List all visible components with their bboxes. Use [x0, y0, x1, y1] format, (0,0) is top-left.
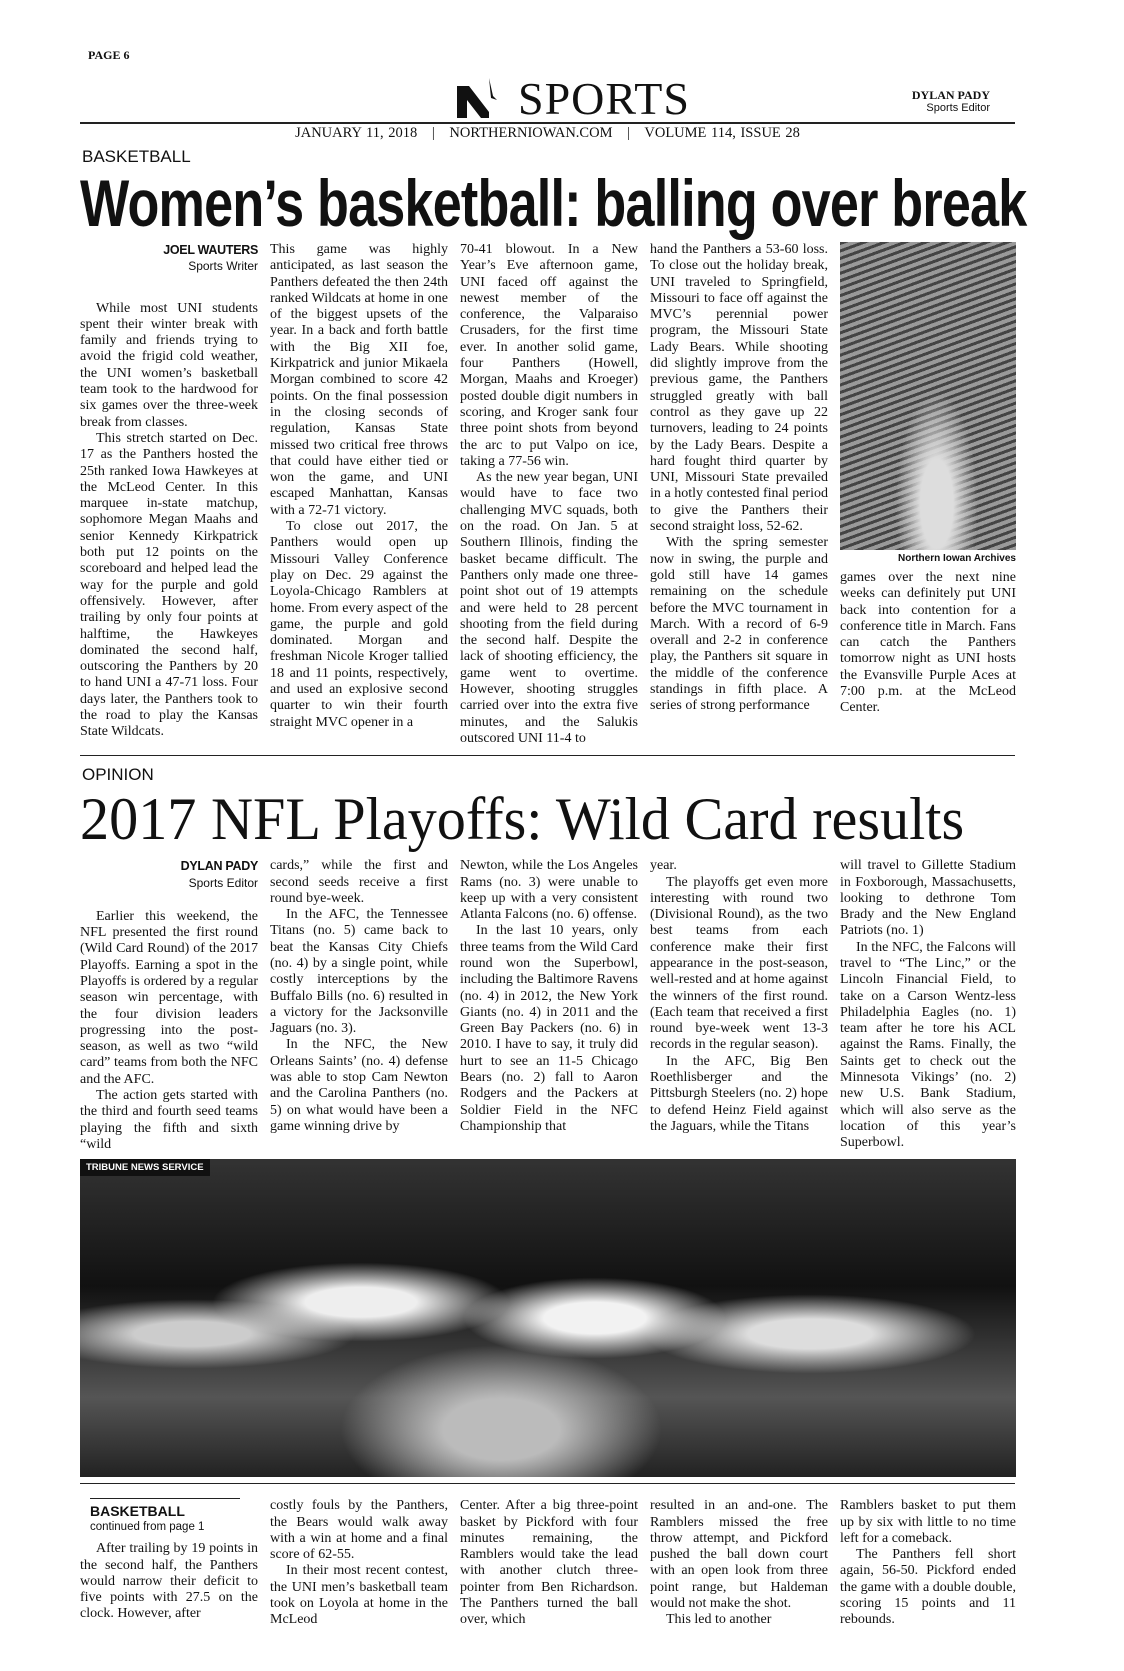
editor-name: DYLAN PADY — [911, 88, 990, 102]
dateline — [80, 124, 1015, 142]
article-column — [270, 1498, 448, 1628]
separator: | — [627, 125, 630, 141]
article-column — [270, 242, 448, 731]
article-column — [840, 242, 1016, 717]
author-role: Sports Writer — [188, 259, 258, 274]
paragraph: The Panthers fell short again, 56-50. Pickford ended the game with a double double, scoring 15 points and 11 rebounds. — [840, 1547, 1016, 1628]
football-photo — [80, 1159, 1016, 1477]
article-column — [460, 242, 638, 747]
paragraph: In the last 10 years, only three teams from the Wild Card round won the Superbowl, including the Baltimore Ravens (no. 4) in 2012, the New York Giants (no. 4) in 2011 and the Green Bay Packers (no. 6) in 2010. I have to say, it truly did hurt to see an 11-5 Chicago Bears (no. 2) fall to Aaron Rodgers and the Packers at Soldier Field in the NFC Championship that — [460, 923, 638, 1134]
paragraph: will travel to Gillette Stadium in Foxborough, Massachusetts, looking to dethrone Tom Brady and the New England Patriots (no. 1) — [840, 858, 1016, 939]
paragraph: With the spring semester now in swing, the purple and gold still have 14 games remaining on the schedule before the MVC tournament in March. With a record of 6-9 overall and 2-2 in conference play, the Panthers sit square in the middle of the conference standings in fifth place. A series of strong performance — [650, 535, 828, 714]
section-editor — [880, 88, 990, 115]
article-headline: Women’s basketball: balling over break — [80, 166, 1027, 240]
article-column — [460, 858, 638, 1135]
editor-role: Sports Editor — [926, 102, 990, 114]
jump-heading: BASKETBALL — [90, 1503, 185, 1520]
article-column — [270, 858, 448, 1135]
paragraph: This game was highly anticipated, as last season the Panthers defeated the then 24th ranked Wildcats at home in one of the biggest upsets of the year. In a back and forth battle with the Big XII foe, Kirkpatrick and junior Mikaela Morgan combined to score 42 points. On the final possession in the closing seconds of regulation, Kansas State missed two critical free throws that could have either tied or won the game, and UNI escaped Manhattan, Kansas with a 72-71 victory. — [270, 242, 448, 518]
headline-wrap — [80, 786, 1016, 854]
article-column — [840, 1498, 1016, 1628]
section-divider — [80, 755, 1015, 756]
paragraph: The action gets started with the third and fourth seed teams playing the fifth and sixth “wild — [80, 1088, 258, 1152]
volume-issue: VOLUME 114, ISSUE 28 — [644, 125, 800, 141]
paragraph: Earlier this weekend, the NFL presented the first round (Wild Card Round) of the 2017 Playoffs. Earning a spot in the Playoffs is ordered by a regular season win percentage, with the four division leaders progressing into the post-season, as well as two “wild card” teams from both the NFC and the AFC. — [80, 908, 258, 1087]
author-name: DYLAN PADY — [180, 859, 258, 874]
article-kicker: OPINION — [82, 765, 154, 785]
section-divider — [80, 1483, 1015, 1484]
paragraph: In their most recent contest, the UNI men’s basketball team took on Loyola at home in the McLeod — [270, 1563, 448, 1628]
paragraph: resulted in an and-one. The Ramblers missed the free throw attempt, and Pickford pushed the ball down court with an open look from three point range, but Haldeman would not make the shot. — [650, 1498, 828, 1612]
website-link[interactable]: NORTHERNIOWAN.COM — [449, 125, 613, 141]
page-number: PAGE 6 — [88, 48, 130, 62]
paragraph: year. — [650, 858, 677, 874]
article-column — [80, 1498, 258, 1622]
paragraph: After trailing by 19 points in the second half, the Panthers would narrow their deficit to five points with 27.5 on the clock. However, after — [80, 1541, 258, 1622]
jump-head — [90, 1498, 240, 1534]
issue-date: JANUARY 11, 2018 — [295, 125, 418, 141]
paragraph: Ramblers basket to put them up by six with little to no time left for a comeback. — [840, 1498, 1016, 1546]
paragraph: In the AFC, Big Ben Roethlisberger and the Pittsburgh Steelers (no. 2) hope to defend Heinz Field against the Jaguars, while the Titans — [650, 1053, 828, 1134]
paragraph: cards,” while the first and second seeds receive a first round bye-week. — [270, 858, 448, 906]
masthead — [80, 44, 1016, 122]
northern-iowan-logo — [455, 78, 505, 120]
headline-wrap — [80, 166, 1027, 240]
section-title: SPORTS — [518, 73, 690, 124]
byline — [80, 242, 258, 275]
photo-credit: Northern Iowan Archives — [898, 553, 1016, 564]
article-column — [460, 1498, 638, 1628]
article-body — [80, 858, 1016, 1153]
paragraph: To close out 2017, the Panthers would open up Missouri Valley Conference play on Dec. 29 against the Loyola-Chicago Ramblers at home. From every aspect of the game, the purple and gold dominated. Morgan and freshman Nicole Kroger tallied 18 and 11 points, respectively, and used an explosive second quarter to win their fourth straight MVC opener in a — [270, 519, 448, 730]
paragraph: The playoffs get even more interesting with round two (Divisional Round), as the two best teams from each conference make their first appearance in the post-season, well-rested and at home against the winners of the first round. (Each team that received a first round bye-week went 13-3 records in the regular season). — [650, 874, 828, 1053]
paragraph: Newton, while the Los Angeles Rams (no. 3) were unable to keep up with a very consistent Atlanta Falcons (no. 6) offense. — [460, 858, 638, 923]
article-column — [80, 242, 258, 741]
author-role: Sports Editor — [188, 875, 258, 890]
author-name: JOEL WAUTERS — [163, 243, 258, 257]
paragraph: As the new year began, UNI would have to face two challenging MVC squads, both on the road. On Jan. 5 at Southern Illinois, finding the basket became difficult. The Panthers only made one three-point shot out of 19 attempts and were held to 28 percent shooting from the field during the second half. Despite the lack of shooting efficiency, the game went to overtime. However, shooting struggles carried over into the extra five minutes, and the Salukis outscored UNI 11-4 to — [460, 470, 638, 746]
paragraph: In the NFC, the New Orleans Saints’ (no. 4) defense was able to stop Cam Newton and the Carolina Panthers (no. 5) on what would have been a game winning drive by — [270, 1037, 448, 1134]
paragraph: games over the next nine weeks can definitely put UNI back into contention for a conference title in March. Fans can catch the Panthers tomorrow night as UNI hosts the Evansville Purple Aces at 7:00 p.m. at the McLeod Center. — [840, 570, 1016, 716]
article-column — [80, 858, 258, 1153]
article-column — [650, 858, 828, 1135]
separator: | — [431, 125, 435, 141]
paragraph: hand the Panthers a 53-60 loss. To close out the holiday break, UNI traveled to Springfield, Missouri to face off against the MVC’s perennial power program, the Missouri State Lady Bears. While shooting did slightly improve from the previous game, the Panthers struggled greatly with ball control as they gave up 22 turnovers, leading to 24 points by the Lady Bears. Despite a hard fought third quarter by UNI, Missouri State prevailed in a hotly contested final period to give the Panthers their second straight loss, 52-62. — [650, 242, 828, 535]
paragraph: Center. After a big three-point basket by Pickford with four minutes remaining, the Ramblers would take the lead with another clutch three-pointer from Ben Richardson. The Panthers turned the ball over, which — [460, 1498, 638, 1628]
paragraph: In the AFC, the Tennessee Titans (no. 5) came back to beat the Kansas City Chiefs (no. 4) by a single point, while costly interceptions by the Buffalo Bills (no. 6) resulted in a victory for the Jacksonville Jaguars (no. 3). — [270, 907, 448, 1037]
article-body — [80, 242, 1016, 747]
paragraph: In the NFC, the Falcons will travel to “The Linc,” or the Lincoln Financial Field, to take on a Carson Wentz-less Philadelphia Eagles (no. 1) team after he tore his ACL against the Rams. Finally, the Saints get to check out the Minnesota Vikings’ (no. 2) new U.S. Bank Stadium, which will also serve as the location of this year’s Superbowl. — [840, 939, 1016, 1151]
logo-n-icon — [455, 78, 505, 120]
article-column — [650, 242, 828, 715]
basketball-photo — [840, 242, 1016, 550]
paragraph: 70-41 blowout. In a New Year’s Eve afternoon game, UNI faced off against the newest member of the conference, the Valparaiso Crusaders, for the first time ever. In another solid game, four Panthers (Howell, Morgan, Maahs and Kroeger) posted double digit numbers in scoring, and Kroger sank four three point shots from beyond the arc to put Valpo on ice, taking a 77-56 win. — [460, 242, 638, 469]
article-headline: 2017 NFL Playoffs: Wild Card results — [80, 786, 965, 853]
paragraph: This stretch started on Dec. 17 as the Panthers hosted the 25th ranked Iowa Hawkeyes at the McLeod Center. In this marquee in-state matchup, sophomore Megan Maahs and senior Kennedy Kirkpatrick both put 12 points on the scoreboard and helped lead the way for the purple and gold offensively. However, after trailing by only four points at halftime, the Hawkeyes dominated the second half, outscoring the Panthers by 20 to hand UNI a 47-71 loss. Four days later, the Panthers took to the road to play the Kansas State Wildcats. — [80, 430, 258, 740]
article-body — [80, 1498, 1016, 1628]
jump-subheading: continued from page 1 — [90, 1521, 205, 1534]
paragraph: costly fouls by the Panthers, the Bears would walk away with a win at home and a final score of 62-55. — [270, 1498, 448, 1563]
byline — [80, 858, 258, 891]
article-column — [650, 1498, 828, 1628]
photo-credit: TRIBUNE NEWS SERVICE — [80, 1159, 210, 1176]
article-column — [840, 858, 1016, 1151]
paragraph: While most UNI students spent their winter break with family and friends trying to avoid the frigid cold weather, the UNI women’s basketball team took to the hardwood for six games over the three-week break from classes. — [80, 300, 258, 430]
article-kicker: BASKETBALL — [82, 147, 191, 166]
paragraph: This led to another — [666, 1612, 772, 1628]
